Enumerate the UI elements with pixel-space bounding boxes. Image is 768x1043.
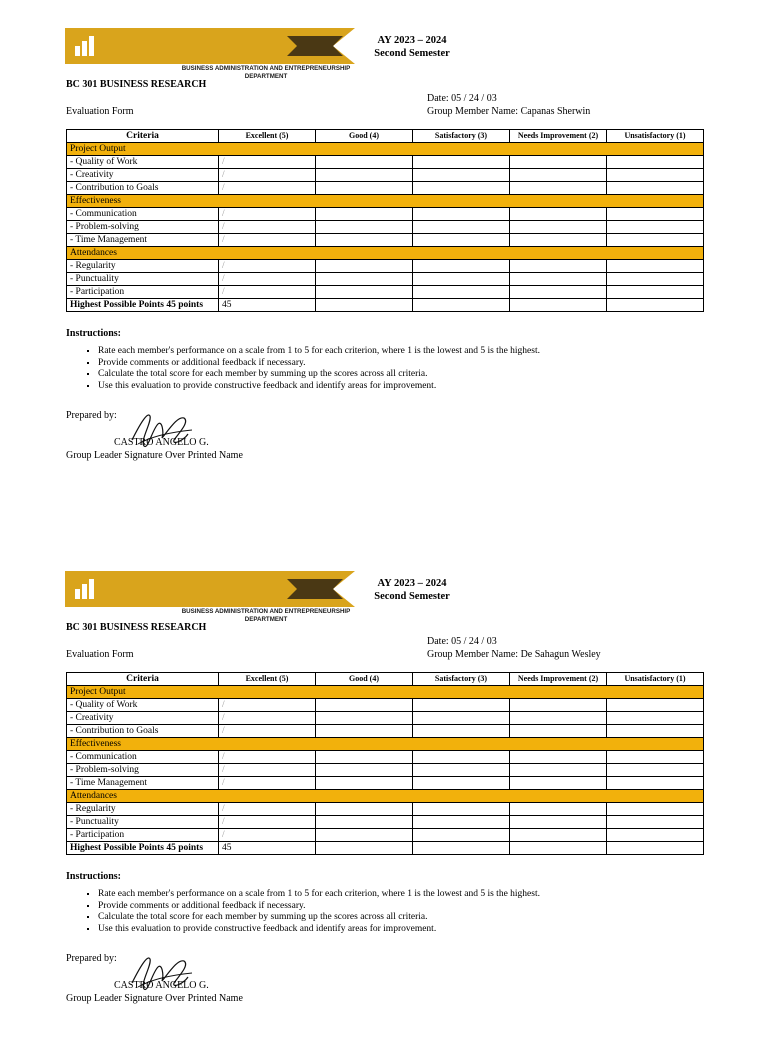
- total-row: [67, 842, 704, 855]
- section-title: Effectiveness: [67, 738, 704, 751]
- group-member-name: Group Member Name: Capanas Sherwin: [427, 106, 591, 117]
- table-row: [67, 829, 704, 842]
- rating-mark: /: [219, 169, 316, 182]
- prepared-by-label: Prepared by:: [66, 953, 117, 964]
- rating-cell: [607, 764, 704, 777]
- criterion-label: - Quality of Work: [67, 699, 219, 712]
- column-header: Excellent (5): [219, 673, 316, 686]
- criterion-label: - Communication: [67, 208, 219, 221]
- rating-cell: [510, 260, 607, 273]
- rating-cell: [316, 182, 413, 195]
- column-header: Unsatisfactory (1): [607, 673, 704, 686]
- total-value: 45: [219, 842, 316, 855]
- criterion-label: - Problem-solving: [67, 764, 219, 777]
- rating-mark: /: [219, 221, 316, 234]
- rating-cell: [316, 299, 413, 312]
- evaluation-table: [66, 672, 704, 855]
- rating-mark: /: [219, 182, 316, 195]
- evaluation-form-2: [0, 543, 768, 1043]
- column-header: Criteria: [67, 673, 219, 686]
- rating-mark: /: [219, 816, 316, 829]
- rating-cell: [510, 273, 607, 286]
- total-row: [67, 299, 704, 312]
- rating-cell: [316, 725, 413, 738]
- ay-label: AY 2023 – 2024: [377, 578, 447, 589]
- rating-cell: [510, 221, 607, 234]
- table-row: [67, 208, 704, 221]
- rating-cell: [413, 234, 510, 247]
- rating-cell: [510, 156, 607, 169]
- table-row: [67, 712, 704, 725]
- section-row: [67, 195, 704, 208]
- table-row: [67, 273, 704, 286]
- instructions-list: [80, 889, 540, 935]
- rating-mark: /: [219, 273, 316, 286]
- academic-year: [362, 577, 462, 603]
- rating-cell: [316, 764, 413, 777]
- rating-cell: [316, 221, 413, 234]
- group-member-name: Group Member Name: De Sahagun Wesley: [427, 649, 601, 660]
- form-date: Date: 05 / 24 / 03: [427, 93, 497, 104]
- rating-cell: [413, 751, 510, 764]
- criterion-label: - Time Management: [67, 777, 219, 790]
- table-row: [67, 764, 704, 777]
- instruction-item: ▪ Calculate the total score for each member by summing up the scores across all criteria.: [98, 912, 540, 924]
- table-row: [67, 156, 704, 169]
- rating-cell: [510, 803, 607, 816]
- table-row: [67, 182, 704, 195]
- rating-mark: /: [219, 764, 316, 777]
- evaluation-form-1: [0, 0, 768, 500]
- rating-cell: [607, 725, 704, 738]
- rating-cell: [510, 725, 607, 738]
- rating-cell: [316, 829, 413, 842]
- instruction-item: ▪ Rate each member's performance on a scale from 1 to 5 for each criterion, where 1 is the lowest and 5 is the highest.: [98, 889, 540, 901]
- rating-mark: /: [219, 725, 316, 738]
- column-header: Excellent (5): [219, 130, 316, 143]
- instructions-list: [80, 346, 540, 392]
- rating-cell: [510, 208, 607, 221]
- rating-cell: [413, 777, 510, 790]
- form-date: Date: 05 / 24 / 03: [427, 636, 497, 647]
- rating-cell: [510, 286, 607, 299]
- signer-name: CASTRO ANGELO G.: [114, 980, 209, 991]
- ay-label: AY 2023 – 2024: [377, 35, 447, 46]
- rating-cell: [413, 764, 510, 777]
- rating-cell: [607, 273, 704, 286]
- table-row: [67, 816, 704, 829]
- rating-cell: [607, 816, 704, 829]
- table-row: [67, 260, 704, 273]
- rating-mark: /: [219, 286, 316, 299]
- rating-cell: [607, 234, 704, 247]
- criterion-label: - Contribution to Goals: [67, 182, 219, 195]
- rating-cell: [413, 221, 510, 234]
- section-row: [67, 686, 704, 699]
- rating-cell: [413, 273, 510, 286]
- table-row: [67, 234, 704, 247]
- form-title: Evaluation Form: [66, 106, 134, 117]
- rating-mark: /: [219, 234, 316, 247]
- rating-cell: [413, 208, 510, 221]
- rating-cell: [607, 156, 704, 169]
- criterion-label: - Regularity: [67, 803, 219, 816]
- signature-caption: Group Leader Signature Over Printed Name: [66, 993, 243, 1004]
- rating-cell: [413, 699, 510, 712]
- rating-cell: [510, 751, 607, 764]
- rating-cell: [316, 260, 413, 273]
- academic-year: [362, 34, 462, 60]
- department-banner: [65, 571, 355, 623]
- criterion-label: - Punctuality: [67, 273, 219, 286]
- rating-mark: /: [219, 699, 316, 712]
- rating-mark: /: [219, 751, 316, 764]
- rating-cell: [607, 829, 704, 842]
- rating-cell: [413, 829, 510, 842]
- section-row: [67, 790, 704, 803]
- total-label: Highest Possible Points 45 points: [67, 299, 219, 312]
- table-row: [67, 699, 704, 712]
- rating-cell: [607, 777, 704, 790]
- rating-cell: [413, 286, 510, 299]
- rating-cell: [316, 751, 413, 764]
- section-row: [67, 247, 704, 260]
- rating-cell: [413, 816, 510, 829]
- criterion-label: - Creativity: [67, 169, 219, 182]
- semester-label: Second Semester: [374, 48, 450, 59]
- rating-cell: [607, 286, 704, 299]
- rating-cell: [413, 182, 510, 195]
- rating-cell: [607, 221, 704, 234]
- column-header: Good (4): [316, 130, 413, 143]
- rating-cell: [413, 260, 510, 273]
- rating-mark: /: [219, 803, 316, 816]
- criterion-label: - Communication: [67, 751, 219, 764]
- section-title: Effectiveness: [67, 195, 704, 208]
- rating-cell: [607, 208, 704, 221]
- rating-cell: [413, 169, 510, 182]
- banner-graphic: [65, 28, 355, 64]
- table-row: [67, 777, 704, 790]
- semester-label: Second Semester: [374, 591, 450, 602]
- total-value: 45: [219, 299, 316, 312]
- rating-cell: [607, 712, 704, 725]
- instruction-item: ▪ Use this evaluation to provide constructive feedback and identify areas for improvement.: [98, 924, 540, 936]
- rating-cell: [316, 208, 413, 221]
- course-title: BC 301 BUSINESS RESEARCH: [66, 622, 207, 633]
- section-title: Attendances: [67, 247, 704, 260]
- rating-cell: [510, 234, 607, 247]
- rating-cell: [510, 712, 607, 725]
- table-row: [67, 169, 704, 182]
- rating-cell: [413, 842, 510, 855]
- rating-cell: [607, 751, 704, 764]
- rating-cell: [413, 712, 510, 725]
- rating-cell: [316, 273, 413, 286]
- column-header: Satisfactory (3): [413, 673, 510, 686]
- rating-cell: [510, 169, 607, 182]
- instruction-item: ▪ Provide comments or additional feedback if necessary.: [98, 358, 540, 370]
- column-header: Unsatisfactory (1): [607, 130, 704, 143]
- instructions-heading: Instructions:: [66, 328, 122, 339]
- rating-cell: [607, 842, 704, 855]
- section-row: [67, 143, 704, 156]
- instruction-item: ▪ Use this evaluation to provide constructive feedback and identify areas for improvement.: [98, 381, 540, 393]
- signer-name: CASTRO ANGELO G.: [114, 437, 209, 448]
- rating-cell: [510, 182, 607, 195]
- section-title: Attendances: [67, 790, 704, 803]
- rating-cell: [510, 699, 607, 712]
- instruction-item: ▪ Rate each member's performance on a scale from 1 to 5 for each criterion, where 1 is the lowest and 5 is the highest.: [98, 346, 540, 358]
- rating-cell: [510, 764, 607, 777]
- rating-cell: [607, 803, 704, 816]
- table-row: [67, 803, 704, 816]
- rating-cell: [316, 169, 413, 182]
- rating-mark: /: [219, 712, 316, 725]
- criterion-label: - Contribution to Goals: [67, 725, 219, 738]
- column-header: Good (4): [316, 673, 413, 686]
- rating-cell: [510, 816, 607, 829]
- column-header: Satisfactory (3): [413, 130, 510, 143]
- rating-mark: /: [219, 208, 316, 221]
- rating-cell: [316, 803, 413, 816]
- rating-cell: [316, 234, 413, 247]
- criterion-label: - Time Management: [67, 234, 219, 247]
- rating-cell: [316, 712, 413, 725]
- section-title: Project Output: [67, 686, 704, 699]
- rating-cell: [413, 299, 510, 312]
- instruction-item: ▪ Calculate the total score for each member by summing up the scores across all criteria.: [98, 369, 540, 381]
- rating-cell: [316, 699, 413, 712]
- table-row: [67, 286, 704, 299]
- criterion-label: - Punctuality: [67, 816, 219, 829]
- rating-cell: [413, 803, 510, 816]
- rating-cell: [413, 156, 510, 169]
- department-name: BUSINESS ADMINISTRATION AND ENTREPRENEURSHIP DEPARTMENT: [181, 608, 351, 623]
- rating-cell: [607, 699, 704, 712]
- rating-cell: [607, 299, 704, 312]
- rating-cell: [510, 777, 607, 790]
- rating-cell: [316, 816, 413, 829]
- course-title: BC 301 BUSINESS RESEARCH: [66, 79, 207, 90]
- evaluation-table: [66, 129, 704, 312]
- rating-mark: /: [219, 260, 316, 273]
- rating-cell: [607, 260, 704, 273]
- total-label: Highest Possible Points 45 points: [67, 842, 219, 855]
- rating-cell: [607, 182, 704, 195]
- criterion-label: - Quality of Work: [67, 156, 219, 169]
- criterion-label: - Regularity: [67, 260, 219, 273]
- rating-cell: [316, 286, 413, 299]
- section-title: Project Output: [67, 143, 704, 156]
- criterion-label: - Problem-solving: [67, 221, 219, 234]
- department-banner: [65, 28, 355, 80]
- rating-cell: [413, 725, 510, 738]
- form-title: Evaluation Form: [66, 649, 134, 660]
- rating-cell: [316, 156, 413, 169]
- banner-graphic: [65, 571, 355, 607]
- rating-mark: /: [219, 777, 316, 790]
- rating-cell: [607, 169, 704, 182]
- rating-cell: [316, 777, 413, 790]
- department-name: BUSINESS ADMINISTRATION AND ENTREPRENEURSHIP DEPARTMENT: [181, 65, 351, 80]
- table-row: [67, 751, 704, 764]
- prepared-by-label: Prepared by:: [66, 410, 117, 421]
- section-row: [67, 738, 704, 751]
- table-row: [67, 221, 704, 234]
- rating-cell: [316, 842, 413, 855]
- signature-caption: Group Leader Signature Over Printed Name: [66, 450, 243, 461]
- table-row: [67, 725, 704, 738]
- column-header: Needs Improvement (2): [510, 130, 607, 143]
- criterion-label: - Participation: [67, 286, 219, 299]
- instruction-item: ▪ Provide comments or additional feedback if necessary.: [98, 901, 540, 913]
- rating-mark: /: [219, 156, 316, 169]
- instructions-heading: Instructions:: [66, 871, 122, 882]
- rating-cell: [510, 842, 607, 855]
- criterion-label: - Participation: [67, 829, 219, 842]
- column-header: Criteria: [67, 130, 219, 143]
- criterion-label: - Creativity: [67, 712, 219, 725]
- rating-cell: [510, 829, 607, 842]
- column-header: Needs Improvement (2): [510, 673, 607, 686]
- rating-mark: /: [219, 829, 316, 842]
- rating-cell: [510, 299, 607, 312]
